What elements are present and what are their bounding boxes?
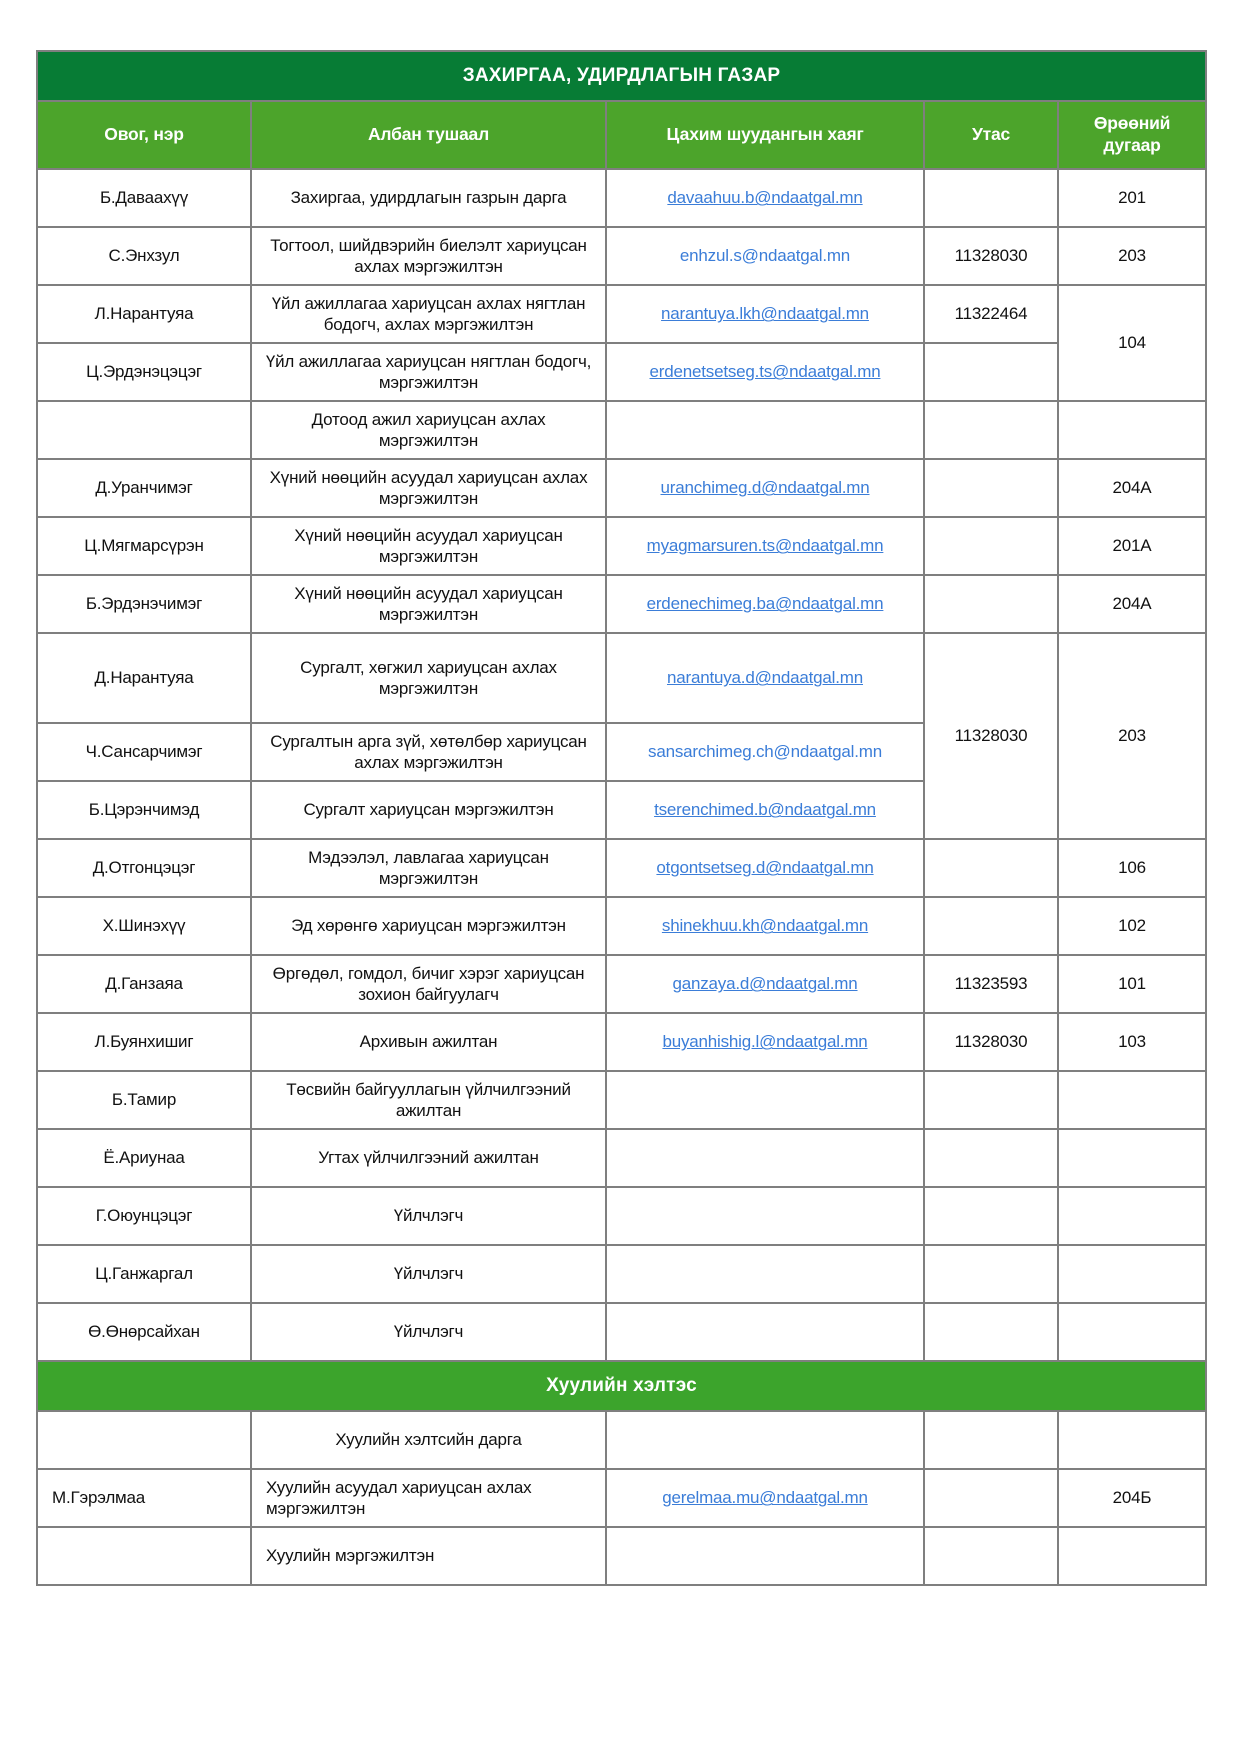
column-header: Албан тушаал — [251, 101, 606, 169]
phone-number — [924, 897, 1058, 955]
column-header-row — [37, 101, 1206, 169]
position-title: Хүний нөөцийн асуудал хариуцсан мэргэжилтэн — [251, 517, 606, 575]
phone-number — [924, 1187, 1058, 1245]
email-cell — [606, 897, 924, 955]
table-row — [37, 575, 1206, 633]
employee-name: Б.Эрдэнэчимэг — [37, 575, 251, 633]
phone-number — [924, 1129, 1058, 1187]
room-number — [1058, 1187, 1206, 1245]
position-title: Захиргаа, удирдлагын газрын дарга — [251, 169, 606, 227]
email-cell — [606, 955, 924, 1013]
room-number — [1058, 1527, 1206, 1585]
email-cell — [606, 1527, 924, 1585]
table-row — [37, 1013, 1206, 1071]
email-cell — [606, 459, 924, 517]
room-number: 102 — [1058, 897, 1206, 955]
position-title: Хүний нөөцийн асуудал хариуцсан ахлах мэргэжилтэн — [251, 459, 606, 517]
phone-number — [924, 1469, 1058, 1527]
email-link[interactable]: erdenetsetseg.ts@ndaatgal.mn — [649, 362, 881, 382]
position-title: Өргөдөл, гомдол, бичиг хэрэг хариуцсан зохион байгуулагч — [251, 955, 606, 1013]
phone-number — [924, 1245, 1058, 1303]
email-cell — [606, 343, 924, 401]
table-row — [37, 1469, 1206, 1527]
email-cell — [606, 285, 924, 343]
position-title: Үйлчлэгч — [251, 1245, 606, 1303]
room-number: 204А — [1058, 459, 1206, 517]
email-link[interactable]: erdenechimeg.ba@ndaatgal.mn — [646, 594, 884, 614]
room-number — [1058, 1411, 1206, 1469]
phone-number — [924, 1303, 1058, 1361]
email-link[interactable]: narantuya.lkh@ndaatgal.mn — [661, 304, 869, 324]
employee-name: Ё.Ариунаа — [37, 1129, 251, 1187]
position-title: Үйлчлэгч — [251, 1303, 606, 1361]
employee-name — [37, 1527, 251, 1585]
email-cell — [606, 401, 924, 459]
position-title: Тогтоол, шийдвэрийн биелэлт хариуцсан ахлах мэргэжилтэн — [251, 227, 606, 285]
position-title: Хүний нөөцийн асуудал хариуцсан мэргэжилтэн — [251, 575, 606, 633]
room-number: 204Б — [1058, 1469, 1206, 1527]
employee-name: Б.Даваахүү — [37, 169, 251, 227]
employee-name: Д.Отгонцэцэг — [37, 839, 251, 897]
room-number — [1058, 1071, 1206, 1129]
position-title: Хуулийн хэлтсийн дарга — [251, 1411, 606, 1469]
phone-number — [924, 1411, 1058, 1469]
position-title: Сургалтын арга зүй, хөтөлбөр хариуцсан ахлах мэргэжилтэн — [251, 723, 606, 781]
phone-number: 11328030 — [924, 1013, 1058, 1071]
employee-name: Ө.Өнөрсайхан — [37, 1303, 251, 1361]
section-title: Хуулийн хэлтэс — [37, 1361, 1206, 1411]
room-number — [1058, 401, 1206, 459]
phone-number — [924, 459, 1058, 517]
table-row — [37, 285, 1206, 343]
position-title: Хуулийн асуудал хариуцсан ахлах мэргэжилтэн — [251, 1469, 606, 1527]
table-row — [37, 227, 1206, 285]
table-row — [37, 1071, 1206, 1129]
table-row — [37, 1527, 1206, 1585]
employee-name: Ц.Ганжаргал — [37, 1245, 251, 1303]
email-cell — [606, 575, 924, 633]
email-cell — [606, 633, 924, 723]
email-cell — [606, 169, 924, 227]
phone-number: 11323593 — [924, 955, 1058, 1013]
email-cell — [606, 1245, 924, 1303]
column-header: Цахим шуудангын хаяг — [606, 101, 924, 169]
table-row — [37, 343, 1206, 401]
phone-number — [924, 343, 1058, 401]
room-number: 106 — [1058, 839, 1206, 897]
position-title: Үйлчлэгч — [251, 1187, 606, 1245]
employee-name: Л.Буянхишиг — [37, 1013, 251, 1071]
email-cell — [606, 1303, 924, 1361]
employee-name: Ц.Мягмарсүрэн — [37, 517, 251, 575]
email-cell — [606, 1129, 924, 1187]
table-row — [37, 897, 1206, 955]
employee-name: Д.Нарантуяа — [37, 633, 251, 723]
phone-number — [924, 839, 1058, 897]
phone-number — [924, 169, 1058, 227]
position-title: Архивын ажилтан — [251, 1013, 606, 1071]
position-title: Сургалт, хөгжил хариуцсан ахлах мэргэжилтэн — [251, 633, 606, 723]
table-row — [37, 955, 1206, 1013]
email-link[interactable]: buyanhishig.l@ndaatgal.mn — [662, 1032, 868, 1052]
employee-name: Б.Тамир — [37, 1071, 251, 1129]
column-header: Овог, нэр — [37, 101, 251, 169]
employee-name: Ц.Эрдэнэцэцэг — [37, 343, 251, 401]
email-cell — [606, 1187, 924, 1245]
employee-name — [37, 1411, 251, 1469]
table-row — [37, 839, 1206, 897]
email-cell — [606, 1071, 924, 1129]
room-number: 104 — [1058, 285, 1206, 401]
phone-number — [924, 1527, 1058, 1585]
table-row — [37, 401, 1206, 459]
phone-number: 11328030 — [924, 633, 1058, 839]
table-row — [37, 517, 1206, 575]
email-cell — [606, 723, 924, 781]
employee-name: Д.Уранчимэг — [37, 459, 251, 517]
phone-number: 11328030 — [924, 227, 1058, 285]
phone-number: 11322464 — [924, 285, 1058, 343]
email-link[interactable]: myagmarsuren.ts@ndaatgal.mn — [646, 536, 884, 556]
room-number: 203 — [1058, 227, 1206, 285]
phone-number — [924, 401, 1058, 459]
room-number: 201 — [1058, 169, 1206, 227]
section-title: ЗАХИРГАА, УДИРДЛАГЫН ГАЗАР — [37, 51, 1206, 101]
room-number: 204А — [1058, 575, 1206, 633]
table-row — [37, 169, 1206, 227]
employee-name: Г.Оюунцэцэг — [37, 1187, 251, 1245]
employee-name: Ч.Сансарчимэг — [37, 723, 251, 781]
position-title: Эд хөрөнгө хариуцсан мэргэжилтэн — [251, 897, 606, 955]
room-number — [1058, 1245, 1206, 1303]
email-link[interactable]: uranchimeg.d@ndaatgal.mn — [660, 478, 870, 498]
position-title: Төсвийн байгууллагын үйлчилгээний ажилтан — [251, 1071, 606, 1129]
phone-number — [924, 517, 1058, 575]
email-link[interactable]: shinekhuu.kh@ndaatgal.mn — [661, 916, 869, 936]
email-cell — [606, 1411, 924, 1469]
room-number: 203 — [1058, 633, 1206, 839]
staff-directory-table — [36, 50, 1207, 1586]
room-number: 103 — [1058, 1013, 1206, 1071]
email-link[interactable]: gerelmaa.mu@ndaatgal.mn — [662, 1488, 868, 1508]
column-header: Өрөөний дугаар — [1058, 101, 1206, 169]
position-title: Үйл ажиллагаа хариуцсан ахлах нягтлан бодогч, ахлах мэргэжилтэн — [251, 285, 606, 343]
email-cell — [606, 839, 924, 897]
position-title: Дотоод ажил хариуцсан ахлах мэргэжилтэн — [251, 401, 606, 459]
table-row — [37, 1187, 1206, 1245]
email-cell — [606, 1013, 924, 1071]
email-link[interactable]: ganzaya.d@ndaatgal.mn — [672, 974, 858, 994]
table-row — [37, 633, 1206, 723]
phone-number — [924, 575, 1058, 633]
email-cell — [606, 1469, 924, 1527]
section-band-row — [37, 1361, 1206, 1411]
column-header: Утас — [924, 101, 1058, 169]
employee-name: Л.Нарантуяа — [37, 285, 251, 343]
employee-name: С.Энхзул — [37, 227, 251, 285]
email-link[interactable]: tserenchimed.b@ndaatgal.mn — [654, 800, 876, 820]
table-row — [37, 1129, 1206, 1187]
position-title: Сургалт хариуцсан мэргэжилтэн — [251, 781, 606, 839]
section-band-row — [37, 51, 1206, 101]
room-number: 101 — [1058, 955, 1206, 1013]
table-row — [37, 1411, 1206, 1469]
email-cell — [606, 227, 924, 285]
position-title: Мэдээлэл, лавлагаа хариуцсан мэргэжилтэн — [251, 839, 606, 897]
position-title: Угтах үйлчилгээний ажилтан — [251, 1129, 606, 1187]
email-link[interactable]: enhzul.s@ndaatgal.mn — [679, 246, 851, 266]
room-number — [1058, 1303, 1206, 1361]
room-number: 201А — [1058, 517, 1206, 575]
email-link[interactable]: narantuya.d@ndaatgal.mn — [666, 668, 863, 688]
position-title: Үйл ажиллагаа хариуцсан нягтлан бодогч, мэргэжилтэн — [251, 343, 606, 401]
employee-name — [37, 401, 251, 459]
employee-name: Х.Шинэхүү — [37, 897, 251, 955]
table-row — [37, 459, 1206, 517]
position-title: Хуулийн мэргэжилтэн — [251, 1527, 606, 1585]
table-row — [37, 1245, 1206, 1303]
email-link[interactable]: davaahuu.b@ndaatgal.mn — [667, 188, 863, 208]
table-row — [37, 1303, 1206, 1361]
employee-name: М.Гэрэлмаа — [37, 1469, 251, 1527]
email-cell — [606, 781, 924, 839]
room-number — [1058, 1129, 1206, 1187]
employee-name: Б.Цэрэнчимэд — [37, 781, 251, 839]
email-link[interactable]: sansarchimeg.ch@ndaatgal.mn — [648, 742, 882, 762]
phone-number — [924, 1071, 1058, 1129]
email-link[interactable]: otgontsetseg.d@ndaatgal.mn — [656, 858, 874, 878]
email-cell — [606, 517, 924, 575]
employee-name: Д.Ганзаяа — [37, 955, 251, 1013]
